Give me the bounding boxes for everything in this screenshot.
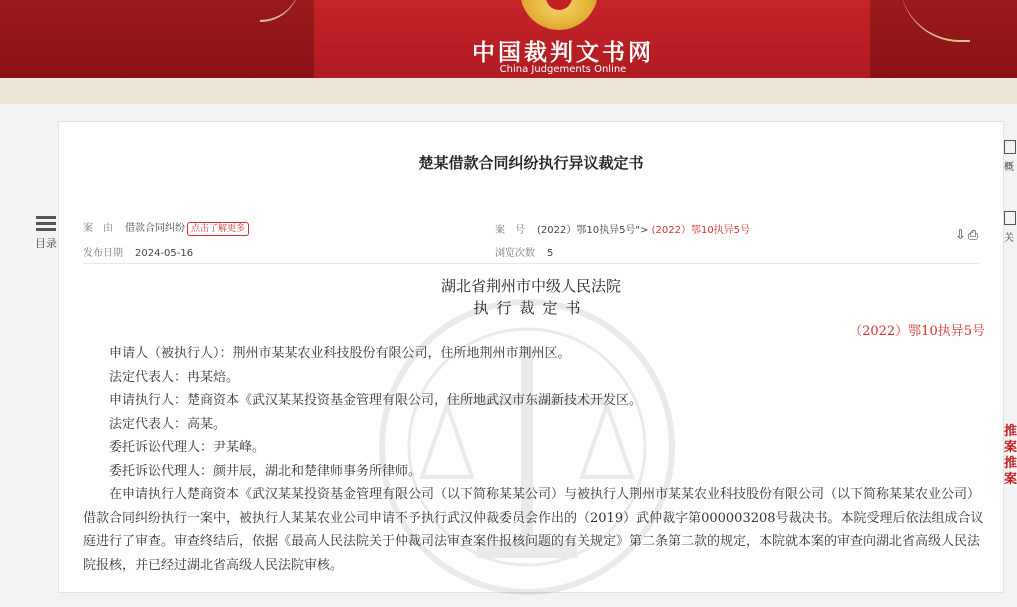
site-title[interactable]: 中国裁判文书网 xyxy=(472,40,654,66)
document-body xyxy=(83,342,987,577)
date-label: 发布日期 xyxy=(83,248,123,259)
related-icon[interactable] xyxy=(1004,211,1016,225)
cause-more-tag[interactable]: 点击了解更多 xyxy=(187,222,249,236)
header-band xyxy=(0,78,1017,104)
toc-label: 目录 xyxy=(35,237,57,250)
site-subtitle: China Judgements Online xyxy=(499,64,627,75)
meta-date xyxy=(83,244,193,259)
date-value: 2024-05-16 xyxy=(135,248,194,259)
recommend-char-1[interactable]: 案 xyxy=(1004,440,1017,455)
right-item-1[interactable]: 关 xyxy=(1004,233,1014,244)
paragraph: 在申请执行人楚商资本《武汉某某投资基金管理有限公司（以下简称某某公司）与被执行人荆州市某某农业科技股份有限公司（以下简称某某农业公司）借款合同纠纷执行一案中，被执行人某某农业公司申请不予执行武汉仲裁委员会作出的（2019）武仲裁字第000003208号裁决书。本院受理后依法组成合议庭进行了审查。审查终结后，依据《最高人民法院关于仲裁司法审查案件报核问题的有关规定》第二条第二款的规定，本院就本案的审查向湖北省高级人民法院报核，并已经过湖北省高级人民法院审核。 xyxy=(83,487,984,573)
paragraph: 申请人（被执行人）：荆州市某某农业科技股份有限公司，住所地荆州市荆州区。 xyxy=(109,346,571,361)
meta-cause xyxy=(83,219,249,236)
right-item-0[interactable]: 概 xyxy=(1004,162,1014,173)
meta-divider xyxy=(83,263,979,264)
court-name: 湖北省荆州市中级人民法院 xyxy=(440,277,621,295)
document-title: 楚某借款合同纠纷执行异议裁定书 xyxy=(418,154,644,172)
ruling-type: 执行裁定书 xyxy=(473,299,589,317)
doc-tools xyxy=(955,228,980,243)
views-label: 浏览次数 xyxy=(495,248,535,259)
right-sidebar xyxy=(1004,140,1017,488)
caseno-value: (2022）鄂10执异5号"> xyxy=(537,225,649,236)
meta-views xyxy=(495,244,553,259)
list-icon xyxy=(36,216,56,231)
recommend-char-2[interactable]: 推 xyxy=(1004,456,1017,471)
toc-button[interactable] xyxy=(34,213,58,251)
site-header xyxy=(0,0,1017,78)
views-value: 5 xyxy=(547,248,554,259)
paragraph: 委托诉讼代理人：颜井辰，湖北和楚律师事务所律师。 xyxy=(109,463,422,479)
download-icon[interactable]: ⇩ xyxy=(955,228,968,243)
cause-value: 借款合同纠纷 xyxy=(125,223,185,234)
meta-caseno xyxy=(495,221,750,236)
paragraph: 申请执行人：楚商资本《武汉某某投资基金管理有限公司，住所地武汉市东湖新技术开发区。 xyxy=(109,393,643,408)
cause-label: 案 由 xyxy=(83,223,113,234)
paragraph: 法定代表人：冉某焙。 xyxy=(109,369,240,385)
document-card xyxy=(58,121,1004,593)
caseno-red: (2022）鄂10执异5号 xyxy=(651,225,751,236)
print-icon[interactable]: ⎙ xyxy=(967,228,981,243)
overview-icon[interactable] xyxy=(1004,140,1016,154)
caseno-label: 案 号 xyxy=(495,225,525,236)
recommend-char-3[interactable]: 案 xyxy=(1004,472,1017,487)
paragraph: 委托诉讼代理人：尹某峰。 xyxy=(109,440,266,455)
case-number: （2022）鄂10执异5号 xyxy=(849,324,985,339)
recommend-char-0[interactable]: 推 xyxy=(1004,424,1017,439)
paragraph: 法定代表人：高某。 xyxy=(109,416,227,432)
